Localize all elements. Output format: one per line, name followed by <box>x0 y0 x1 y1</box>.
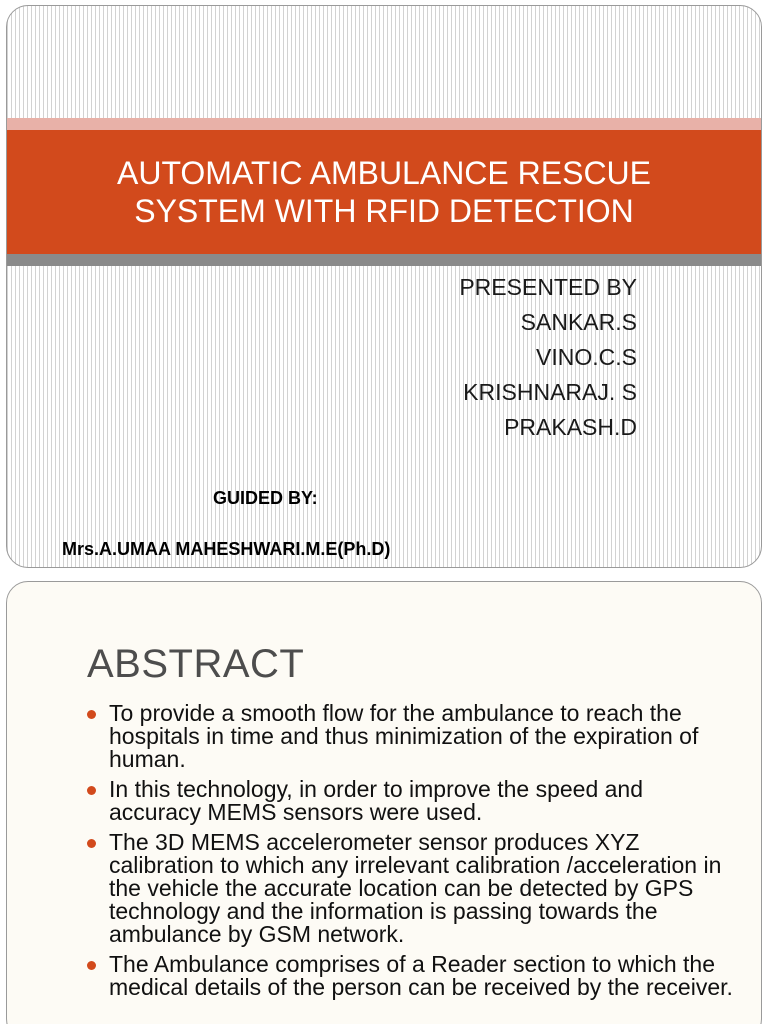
slide-title-line1: AUTOMATIC AMBULANCE RESCUE <box>116 155 651 191</box>
list-item <box>87 702 737 771</box>
bullet-text: In this technology, in order to improve the speed and accuracy MEMS sensors were used. <box>109 776 644 825</box>
bullet-dot-icon <box>87 786 96 795</box>
abstract-heading: ABSTRACT <box>87 642 305 686</box>
abstract-bullet-list <box>87 702 737 1006</box>
guide-name: Mrs.A.UMAA MAHESHWARI.M.E(Ph.D) <box>62 539 391 559</box>
title-band <box>7 130 761 254</box>
guided-by-label: GUIDED BY: <box>213 488 318 508</box>
bullet-text: To provide a smooth flow for the ambulance to reach the hospitals in time and thus minimization of the expiration of human. <box>109 700 699 772</box>
bullet-text: The Ambulance comprises of a Reader section to which the medical details of the person can be received by the receiver. <box>109 951 733 1000</box>
presenter-name: KRISHNARAJ. S <box>463 379 637 405</box>
presenter-name: SANKAR.S <box>520 309 637 335</box>
presented-by-label: PRESENTED BY <box>459 274 637 300</box>
presenters-list <box>447 274 637 449</box>
presenter-name: VINO.C.S <box>536 344 637 370</box>
presenter-name: PRAKASH.D <box>504 414 637 440</box>
abstract-slide <box>6 581 762 1024</box>
slide-title-line2: SYSTEM WITH RFID DETECTION <box>134 193 634 229</box>
list-item <box>87 778 737 824</box>
list-item <box>87 831 737 946</box>
bullet-dot-icon <box>87 961 96 970</box>
title-band-top-stripe <box>7 118 761 130</box>
bullet-text: The 3D MEMS accelerometer sensor produces XYZ calibration to which any irrelevant calibration /acceleration in the vehicle the accurate location can be detected by GPS technology and the information is passing towards the ambulance by GSM network. <box>109 829 722 947</box>
bullet-dot-icon <box>87 839 96 848</box>
title-slide <box>6 5 762 568</box>
title-band-bottom-stripe <box>7 254 761 266</box>
list-item <box>87 953 737 999</box>
bullet-dot-icon <box>87 710 96 719</box>
